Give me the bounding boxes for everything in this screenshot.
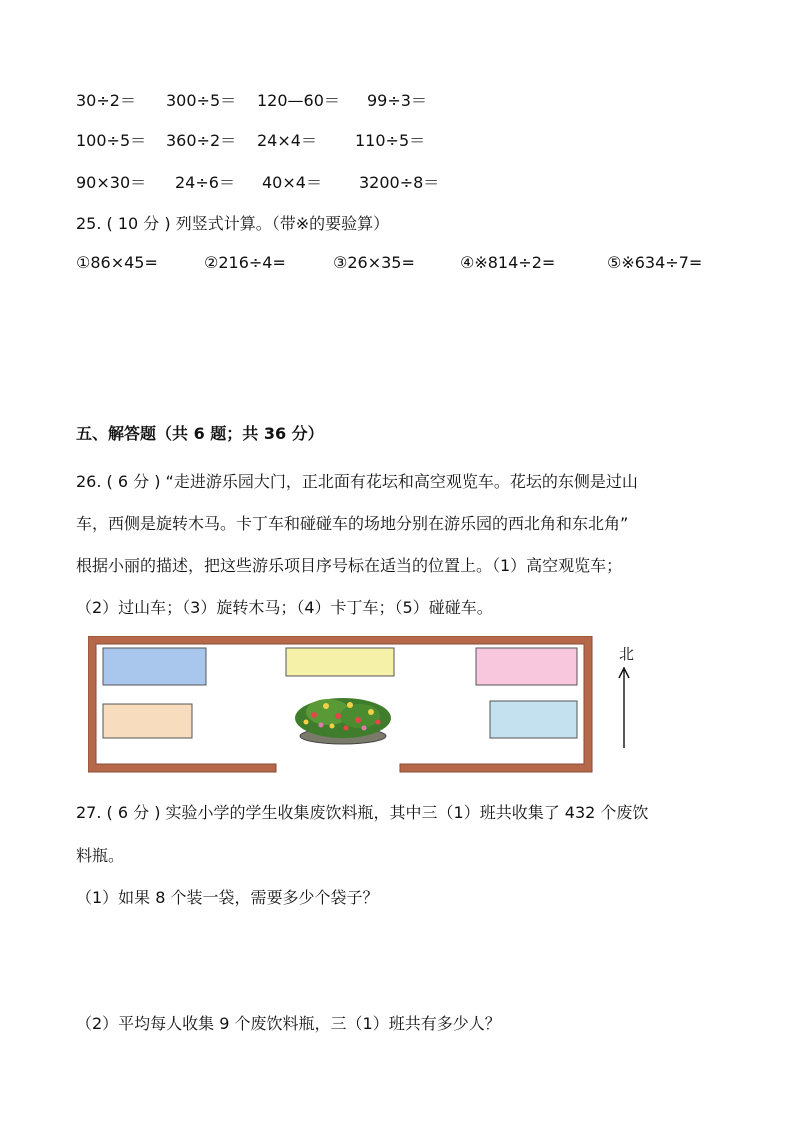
- calc-item: 30÷2＝: [76, 91, 136, 110]
- q27-text-line-2: 料瓶。: [76, 846, 125, 865]
- calc-item: 90×30＝: [76, 173, 147, 192]
- calc-item: 300÷5＝: [166, 91, 237, 110]
- calc-item: 99÷3＝: [367, 91, 427, 110]
- q26-text-line-1: 26. ( 6 分 ) “走进游乐园大门，正北面有花坛和高空观览车。花坛的东侧是过山: [76, 472, 638, 491]
- q26-text-line-3: 根据小丽的描述，把这些游乐项目序号标在适当的位置上。（1）高空观览车；: [76, 556, 623, 575]
- calc-item: 24÷6＝: [175, 173, 235, 192]
- q25-title: 25. ( 10 分 ) 列竖式计算。（带※的要验算）: [76, 214, 390, 233]
- q26-text-line-2: 车，西侧是旋转木马。卡丁车和碰碰车的场地分别在游乐园的西北角和东北角”: [76, 514, 629, 533]
- q27-text-line-1: 27. ( 6 分 ) 实验小学的学生收集废饮料瓶，其中三（1）班共收集了 432 个废饮: [76, 803, 649, 822]
- q25-item-1: ①86×45=: [76, 253, 158, 272]
- calc-item: 100÷5＝: [76, 131, 147, 150]
- q25-item-3: ③26×35=: [333, 253, 415, 272]
- q25-item-2: ②216÷4=: [204, 253, 286, 272]
- q25-item-5: ⑤※634÷7=: [607, 253, 703, 272]
- calc-item: 360÷2＝: [166, 131, 237, 150]
- zone-northwest[interactable]: [103, 648, 206, 685]
- north-arrow-icon: [619, 668, 629, 748]
- calc-item: 24×4＝: [257, 131, 317, 150]
- amusement-park-map: [88, 636, 648, 776]
- q25-items: [76, 253, 776, 275]
- calc-item: 120—60＝: [257, 91, 340, 110]
- q25-item-4: ④※814÷2=: [460, 253, 556, 272]
- section-heading: 五、解答题（共 6 题；共 36 分）: [76, 424, 324, 443]
- q26-text-line-4: （2）过山车；（3）旋转木马；（4）卡丁车；（5）碰碰车。: [76, 598, 493, 617]
- calc-item: 40×4＝: [262, 173, 322, 192]
- flower-bed-icon: [295, 698, 391, 744]
- zone-east[interactable]: [490, 701, 577, 738]
- zone-west[interactable]: [103, 704, 192, 738]
- zone-north-center[interactable]: [286, 648, 394, 676]
- north-label: 北: [619, 645, 635, 663]
- q27-sub-question-2: （2）平均每人收集 9 个废饮料瓶，三（1）班共有多少人？: [76, 1014, 501, 1033]
- calc-item: 110÷5＝: [355, 131, 426, 150]
- q27-sub-question-1: （1）如果 8 个装一袋，需要多少个袋子？: [76, 888, 379, 907]
- zone-northeast[interactable]: [476, 648, 577, 685]
- calc-item: 3200÷8＝: [359, 173, 440, 192]
